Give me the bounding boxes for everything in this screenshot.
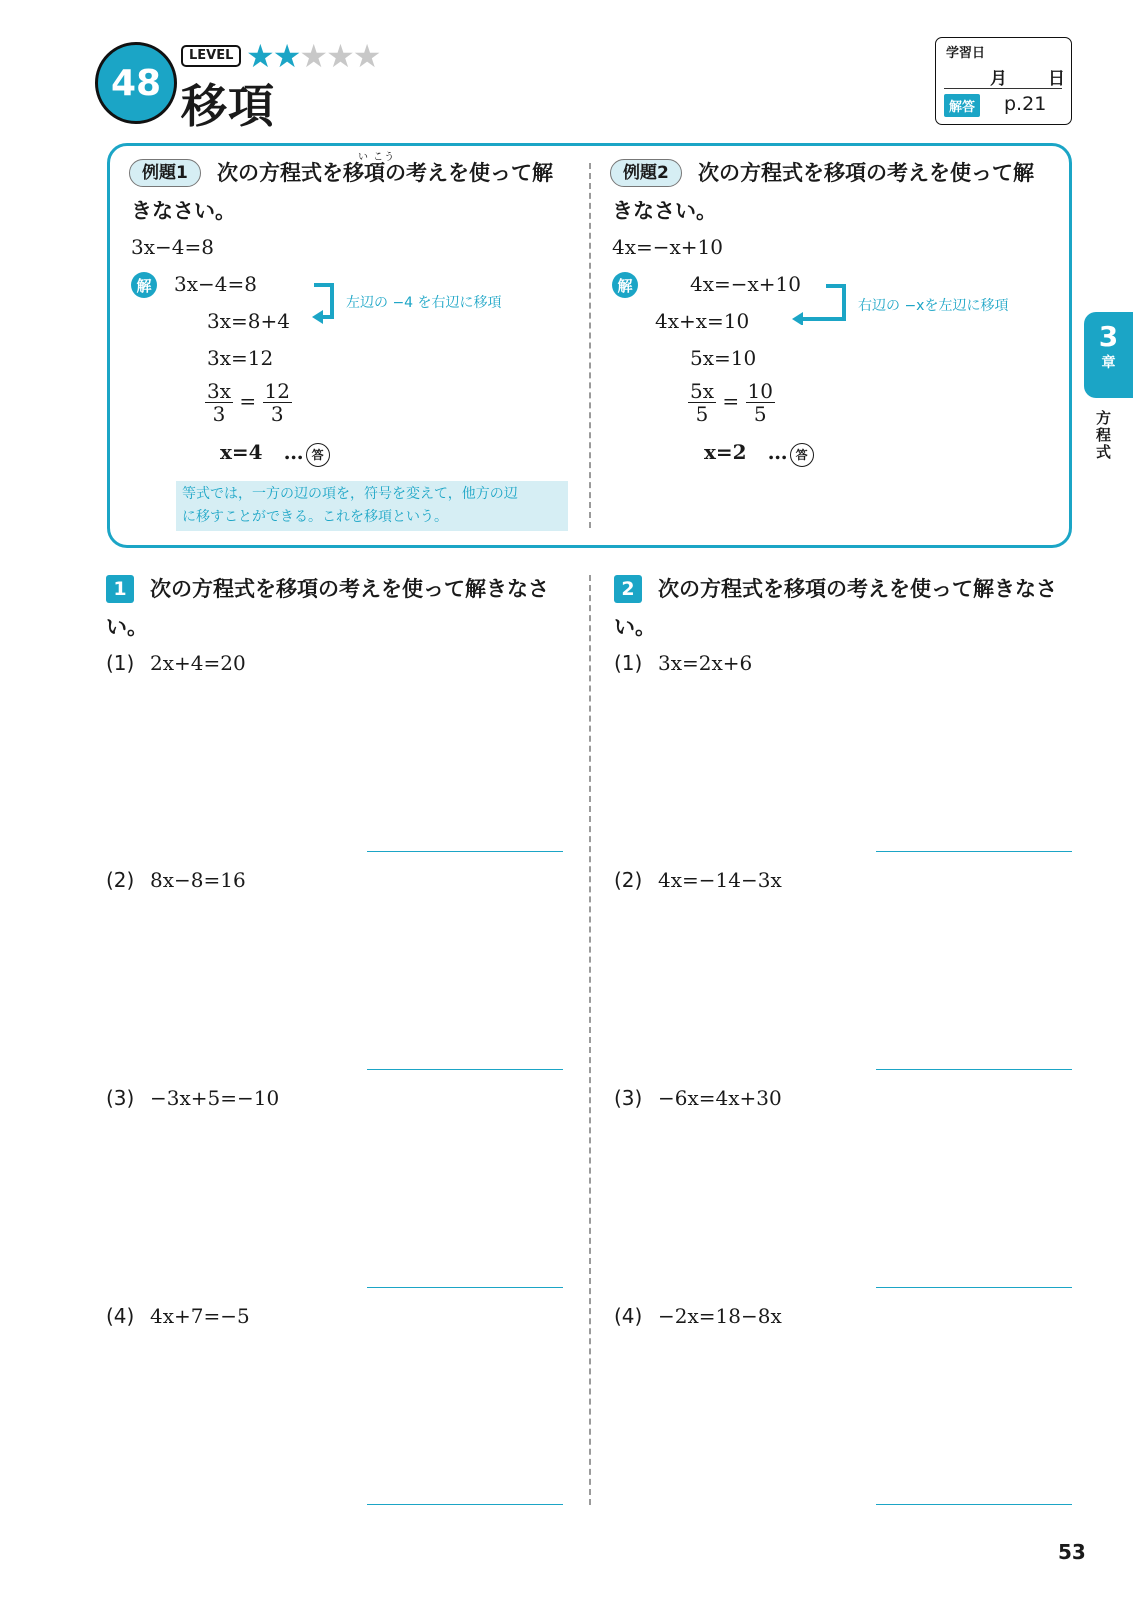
- problem2-title-line2: い。: [614, 615, 656, 639]
- equals-sign: =: [722, 389, 740, 413]
- problem1-title-line1: 次の方程式を移項の考えを使って解きなさ: [150, 577, 549, 601]
- solution-icon: 解: [131, 272, 157, 298]
- example1-step: 3x=12: [207, 346, 274, 370]
- fraction-numerator: 3x: [207, 379, 232, 403]
- level-label: LEVEL: [181, 45, 241, 67]
- item-label: (3): [614, 1086, 643, 1110]
- item-equation: 4x+7=−5: [150, 1304, 250, 1328]
- answer-line[interactable]: [876, 1069, 1072, 1070]
- fraction-denominator: 5: [753, 402, 767, 426]
- problem2-item: [614, 868, 782, 892]
- chapter-number: 3: [1098, 320, 1119, 353]
- example1-fraction-step: [205, 380, 292, 425]
- problem1-item: [106, 1304, 250, 1328]
- example2-tag: 例題2: [610, 159, 682, 187]
- filled-stars-icon: ★★: [246, 37, 300, 75]
- answer-value: x=4: [220, 440, 263, 464]
- fraction-denominator: 3: [270, 402, 284, 426]
- chapter-tab: [1084, 312, 1133, 398]
- answer-line[interactable]: [367, 1287, 563, 1288]
- item-label: (4): [106, 1304, 135, 1328]
- date-divider: [944, 88, 1062, 89]
- study-date-box: [935, 37, 1072, 125]
- answer-line[interactable]: [876, 851, 1072, 852]
- problem2-item: [614, 1304, 782, 1328]
- problems-divider: [589, 575, 591, 1505]
- answer-page-ref: p.21: [1004, 93, 1047, 115]
- example1-equation: 3x−4=8: [131, 235, 214, 259]
- example1-tag: 例題1: [129, 159, 201, 187]
- problem1-item: [106, 868, 246, 892]
- problem1-item: [106, 1086, 279, 1110]
- item-label: (4): [614, 1304, 643, 1328]
- item-label: (2): [614, 868, 643, 892]
- answer-mark-icon: 答: [790, 443, 814, 467]
- problem2-item: [614, 651, 752, 675]
- chapter-title: 方程式: [1096, 409, 1112, 461]
- problem2-number: 2: [614, 575, 642, 603]
- move-term-arrow-icon: [310, 282, 340, 324]
- item-label: (1): [106, 651, 135, 675]
- example2-fraction-step: [688, 380, 775, 425]
- fraction-numerator: 5x: [690, 379, 715, 403]
- lesson-number-badge: [95, 42, 177, 124]
- day-label: 日: [1048, 69, 1065, 89]
- item-equation: 4x=−14−3x: [658, 868, 782, 892]
- problem1-item: [106, 651, 246, 675]
- move-term-arrow-icon: [790, 283, 850, 325]
- example2-step: 4x=−x+10: [690, 272, 802, 296]
- problem1-title-line2: い。: [106, 615, 148, 639]
- problem1-number: 1: [106, 575, 134, 603]
- lesson-number: 48: [110, 62, 162, 104]
- fraction-denominator: 5: [695, 402, 709, 426]
- study-date-label: 学習日: [946, 46, 986, 61]
- answer-line[interactable]: [876, 1504, 1072, 1505]
- example2-prompt-line1: 次の方程式を移項の考えを使って解: [698, 161, 1034, 185]
- empty-stars-icon: ★★★: [299, 37, 380, 75]
- fraction-denominator: 3: [212, 402, 226, 426]
- answer-line[interactable]: [876, 1287, 1072, 1288]
- item-equation: −3x+5=−10: [150, 1086, 280, 1110]
- month-label: 月: [990, 69, 1007, 89]
- item-label: (1): [614, 651, 643, 675]
- tip-line: に移すことができる。これを移項という。: [182, 509, 448, 525]
- example1-step: 3x−4=8: [174, 272, 257, 296]
- tip-line: 等式では，一方の辺の項を，符号を変えて，他方の辺: [182, 486, 518, 502]
- examples-divider: [589, 163, 591, 528]
- example1-ruby: い こう: [358, 152, 396, 163]
- example1-prompt-line2: きなさい。: [131, 199, 236, 223]
- item-equation: −6x=4x+30: [658, 1086, 782, 1110]
- item-equation: 3x=2x+6: [658, 651, 753, 675]
- answer-dots: …: [767, 440, 788, 464]
- example1-step: 3x=8+4: [207, 309, 290, 333]
- example2-step: 4x+x=10: [655, 309, 750, 333]
- example2-note: 右辺の −xを左辺に移項: [858, 298, 1009, 314]
- example2-step: 5x=10: [690, 346, 757, 370]
- example1-answer: [220, 440, 330, 467]
- example2-answer: [704, 440, 814, 467]
- answer-line[interactable]: [367, 1504, 563, 1505]
- solution-icon: 解: [612, 272, 638, 298]
- page-title: 移項: [181, 79, 275, 133]
- item-equation: 8x−8=16: [150, 868, 246, 892]
- tip-box: [176, 481, 568, 531]
- level-stars: [246, 38, 379, 74]
- example1-prompt-line1: 次の方程式を移項の考えを使って解: [217, 161, 553, 185]
- answer-line[interactable]: [367, 851, 563, 852]
- example2-equation: 4x=−x+10: [612, 235, 724, 259]
- chapter-label: 章: [1101, 355, 1116, 371]
- page-number: 53: [1058, 1540, 1086, 1564]
- item-label: (2): [106, 868, 135, 892]
- item-label: (3): [106, 1086, 135, 1110]
- answer-tag: 解答: [944, 94, 980, 117]
- equals-sign: =: [239, 389, 257, 413]
- item-equation: 2x+4=20: [150, 651, 246, 675]
- example1-note: 左辺の −4 を右辺に移項: [346, 295, 502, 311]
- item-equation: −2x=18−8x: [658, 1304, 782, 1328]
- fraction-numerator: 12: [264, 379, 290, 403]
- answer-dots: …: [283, 440, 304, 464]
- answer-line[interactable]: [367, 1069, 563, 1070]
- example2-prompt-line2: きなさい。: [612, 199, 717, 223]
- fraction-numerator: 10: [747, 379, 773, 403]
- answer-mark-icon: 答: [306, 443, 330, 467]
- problem2-title-line1: 次の方程式を移項の考えを使って解きなさ: [658, 577, 1057, 601]
- problem2-item: [614, 1086, 782, 1110]
- answer-value: x=2: [704, 440, 747, 464]
